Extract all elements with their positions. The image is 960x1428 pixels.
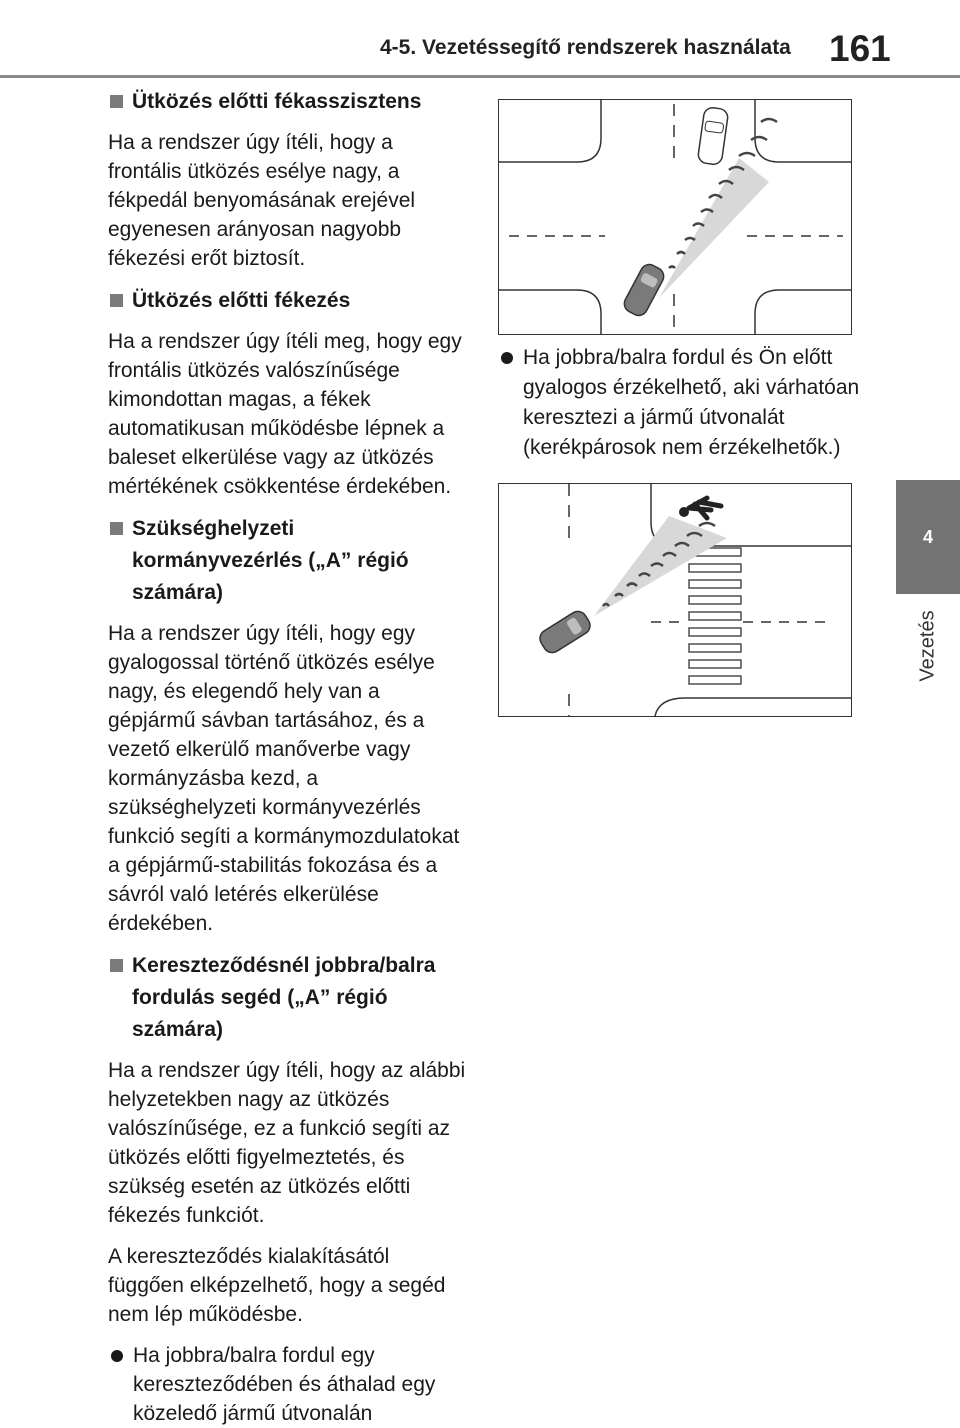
heading-emergency-steering-assist: Szükséghelyzeti kormányvezérlés („A” régió számára) bbox=[108, 513, 468, 609]
body-intersection-note: A kereszteződés kialakításától függően elképzelhető, hogy a segéd nem lép működésbe. bbox=[108, 1245, 446, 1326]
chapter-label-vertical bbox=[916, 600, 940, 692]
figure-turn-oncoming-vehicle bbox=[498, 99, 852, 335]
body-precollision-braking: Ha a rendszer úgy ítéli meg, hogy egy frontális ütközés valószínűsége kimondottan magas, a fékek automatikusan működésbe lépnek a baleset elkerülése vagy az ütközés mértékének csökkentése érdekében. bbox=[108, 330, 462, 498]
header-rule bbox=[0, 75, 960, 78]
figure-turn-pedestrian bbox=[498, 483, 852, 717]
body-intersection-turn-assist: Ha a rendszer úgy ítéli, hogy az alábbi helyzetekben nagy az ütközés valószínűsége, ez a funkció segíti az ütközés előtti figyelmeztetés, és szükség esetén az ütközés előtti fékezés funkciót. bbox=[108, 1059, 466, 1227]
page-number: 161 bbox=[829, 28, 891, 69]
heading-precollision-brake-assist: Ütközés előtti fékasszisztens bbox=[108, 86, 468, 118]
left-column bbox=[108, 86, 468, 1428]
body-precollision-brake-assist: Ha a rendszer úgy ítéli, hogy a frontális ütközés esélye nagy, a fékpedál benyomásának erejével egyenesen arányosan nagyobb fékezési erőt biztosít. bbox=[108, 131, 416, 270]
car-turning-icon bbox=[537, 608, 594, 656]
pedestrian-illustration bbox=[499, 484, 851, 716]
intersection-illustration bbox=[499, 100, 851, 334]
running-header: 4-5. Vezetéssegítő rendszerek használata bbox=[380, 36, 791, 59]
car-oncoming-icon bbox=[697, 107, 729, 166]
car-turning-icon bbox=[621, 261, 667, 318]
pedestrian-icon bbox=[679, 498, 721, 518]
heading-intersection-turn-assist: Kereszteződésnél jobbra/balra fordulás segéd („A” régió számára) bbox=[108, 950, 468, 1046]
heading-precollision-braking: Ütközés előtti fékezés bbox=[108, 285, 468, 317]
bullet-oncoming-vehicle: Ha jobbra/balra fordul egy kereszteződében és áthalad egy közeledő jármű útvonalán bbox=[108, 1341, 468, 1428]
chapter-label: Vezetés bbox=[916, 610, 939, 682]
chapter-tab: 4 bbox=[896, 480, 960, 594]
crosswalk bbox=[689, 548, 741, 684]
body-emergency-steering-assist: Ha a rendszer úgy ítéli, hogy egy gyalogossal történő ütközés esélye nagy, és elegendő hely van a gépjármű sávban tartásához, és a vezető elkerülő manőverbe vagy kormányzásba kezd, a szükséghelyzeti kormányvezérlés funkció segíti a kormánymozdulatokat a gépjármű-stabilitás fokozása és a sávról való letérés elkerülése érdekében. bbox=[108, 622, 460, 935]
bullet-pedestrian-crossing: Ha jobbra/balra fordul és Ön előtt gyalogos érzékelhető, aki várhatóan keresztezi a jármű útvonalát (kerékpárosok nem érzékelhetők.) bbox=[498, 343, 875, 463]
